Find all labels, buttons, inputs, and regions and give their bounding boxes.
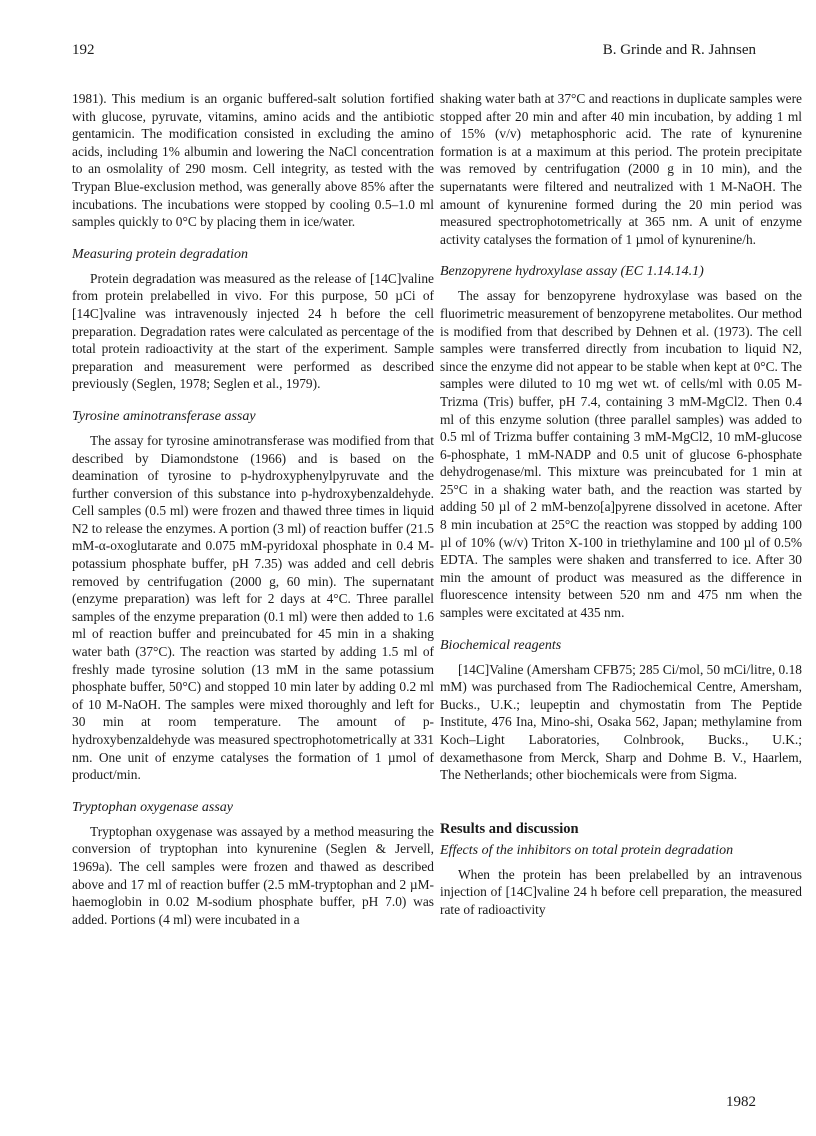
continuation-paragraph: shaking water bath at 37°C and reactions in duplicate samples were stopped after 20 min and after 40 min incubation, by adding 1 ml of 15% (v/v) metaphosphoric acid. The rate of kynurenine formation is at a maximum at this period. The protein precipitate was removed by centrifugation (2000 g in 10 min), and the supernatants were filtered and neutralized with 1 M-NaOH. The amount of kynurenine formed during the 20 min period was measured spectrophotometrically at 365 nm. A unit of enzyme activity catalyses the formation of 1 µmol of kynurenine/h. [440, 91, 802, 247]
running-title: B. Grinde and R. Jahnsen [602, 42, 756, 58]
section-paragraph-tryptophan-oxygenase: Tryptophan oxygenase was assayed by a method measuring the conversion of tryptophan into kynurenine (Seglen & Jervell, 1969a). The cell samples were frozen and thawed as described above and 17 ml of reaction buffer (2.5 mM-tryptophan and 2 µM-haemoglobin in 0.02 M-sodium phosphate buffer, pH 7.0) was added. Portions (4 ml) were incubated in a [72, 823, 434, 927]
page-number: 192 [72, 42, 95, 58]
section-heading-benzopyrene-hydroxylase: Benzopyrene hydroxylase assay (EC 1.14.14.1) [440, 264, 704, 280]
results-paragraph: When the protein has been prelabelled by an intravenous injection of [14C]valine 24 h before cell preparation, the measured rate of radioactivity [440, 866, 802, 917]
section-heading-tyrosine-aminotransferase: Tyrosine aminotransferase assay [72, 408, 256, 424]
footer-year: 1982 [726, 1094, 756, 1110]
section-heading-protein-degradation: Measuring protein degradation [72, 246, 249, 262]
section-heading-tryptophan-oxygenase: Tryptophan oxygenase assay [72, 799, 233, 815]
section-paragraph-tyrosine-aminotransferase: The assay for tyrosine aminotransferase was modified from that described by Diamondstone (1966) and is based on the deamination of tyrosine to p-hydroxyphenylpyruvate and the further conversion of this substance into p-hydroxybenzaldehyde. Cell samples (0.5 ml) were frozen and thawed three times in liquid N2 to release the enzymes. A portion (3 ml) of reaction buffer (21.5 mM-α-oxoglutarate and 0.075 mM-pyridoxal phosphate in 0.4 M-potassium phosphate buffer, pH 7.35) was added and cell debris removed by centrifugation (2000 g, 60 min). The supernatant (enzyme preparation) was left for 2 days at 4°C. Three parallel samples of the enzyme preparation (0.1 ml) were then added to 1.6 ml of reaction buffer and preincubated for 45 min in a shaking water bath (37°C). The reaction was started by adding 1.5 ml of freshly made tyrosine solution (13 mM in the same potassium phosphate buffer, 50°C) and stopped 10 min later by adding 0.2 ml of 10 M-NaOH. The samples were mixed thoroughly and left for 30 min at room temperature. The amount of p-hydroxybenzaldehyde was measured spectrophotometrically at 331 nm. One unit of enzyme catalyses the formation of 1 µmol of product/min. [72, 432, 434, 783]
results-subheading: Effects of the inhibitors on total protein degradation [440, 842, 734, 858]
left-column [72, 90, 434, 928]
intro-paragraph: 1981). This medium is an organic buffered-salt solution fortified with glucose, pyruvate, vitamins, amino acids and the antibiotic gentamicin. The modification consisted in excluding the amino acids, including 1% albumin and lowering the NaCl concentration to an osmolality of 290 mosm. Cell integrity, as tested with the Trypan Blue-exclusion method, was generally above 85% after the incubations. The incubations were stopped by cooling 0.5–1.0 ml samples quickly to 0°C by placing them in ice/water. [72, 91, 434, 230]
results-heading: Results and discussion [440, 820, 579, 837]
section-paragraph-protein-degradation: Protein degradation was measured as the release of [14C]valine from protein prelabelled in vivo. For this purpose, 50 µCi of [14C]valine was intravenously injected 24 h before the cell preparation. Degradation rates were calculated as percentage of the total protein radioactivity at the start of the experiment. Sample preparation and measurement were performed as described previously (Seglen, 1978; Seglen et al., 1979). [72, 270, 434, 392]
right-column [440, 90, 802, 919]
section-paragraph-benzopyrene-hydroxylase: The assay for benzopyrene hydroxylase was based on the fluorimetric measurement of benzopyrene metabolites. Our method is modified from that described by Dehnen et al. (1973). The cell samples were transferred directly from incubation to liquid N2, since the enzyme did not appear to be stable when kept at 0°C. The samples were diluted to 10 mg wet wt. of cells/ml with 0.05 M-Trizma (Tris) buffer, pH 7.4, containing 3 mM-MgCl2. Then 0.4 ml of this enzyme solution (three parallel samples) was added to 0.5 ml of Trizma buffer containing 3 mM-MgCl2, 10 mM-glucose 6-phosphate, 1 mM-NADP and 0.5 unit of glucose 6-phosphate dehydrogenase/ml. This mixture was preincubated for 1 min at 25°C in a shaking water bath, and the reaction was started by adding 50 µl of 2 mM-benzo[a]pyrene dissolved in acetone. After 8 min incubation at 25°C the reaction was stopped by adding 100 µl of 10% (w/v) Triton X-100 in triethylamine and 100 µl of 0.5% EDTA. The samples were shaken and transferred to ice. After 30 min the amount of product was measured as the difference in fluorescence intensity between 520 nm and 475 nm when the samples were excitated at 435 nm. [440, 288, 802, 621]
section-heading-biochemical-reagents: Biochemical reagents [440, 637, 562, 653]
section-paragraph-biochemical-reagents: [14C]Valine (Amersham CFB75; 285 Ci/mol, 50 mCi/litre, 0.18 mM) was purchased from The Radiochemical Centre, Amersham, Bucks., U.K.; leupeptin and chymostatin from The Peptide Institute, 476 Ina, Mino-shi, Osaka 562, Japan; methylamine from Koch–Light Laboratories, Colnbrook, Bucks., U.K.; dexamethasone from Merck, Sharp and Dohme B. V., Haarlem, The Netherlands; other biochemicals were from Sigma. [440, 661, 802, 783]
